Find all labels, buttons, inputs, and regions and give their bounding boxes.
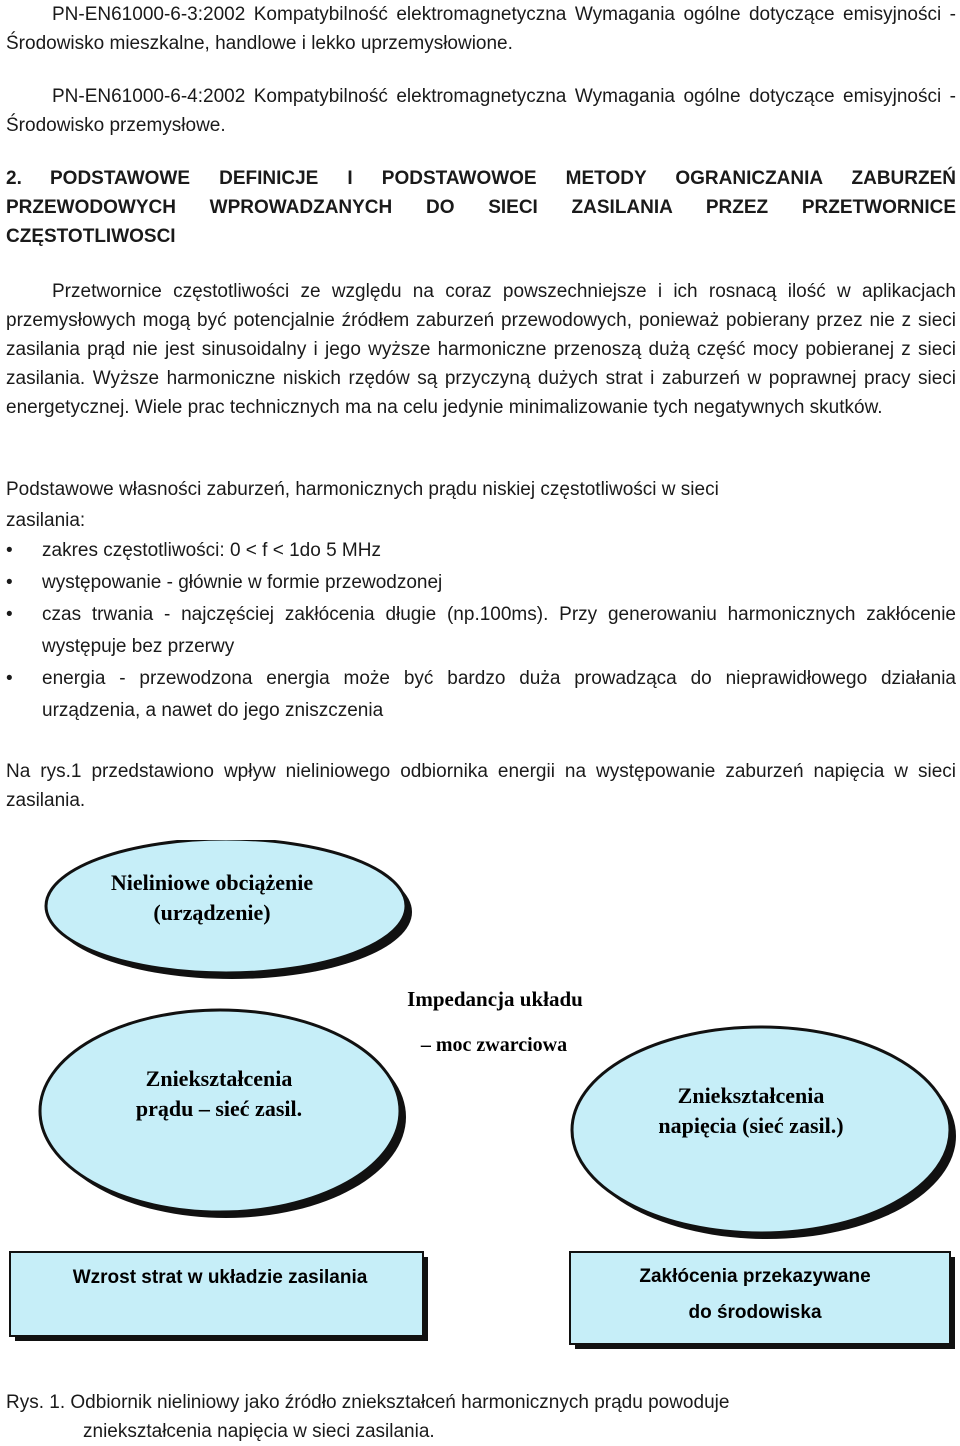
section-heading xyxy=(6,164,956,251)
properties-intro-line2: zasilania: xyxy=(6,510,86,531)
list-item-text: występowanie - głównie w formie przewodzonej xyxy=(42,572,443,593)
section-title: PODSTAWOWE DEFINICJE I PODSTAWOWOE METODY OGRANICZANIA ZABURZEŃ PRZEWODOWYCH WPROWADZANYCH DO SIECI ZASILANIA PRZEZ PRZETWORNICE CZĘSTOTLIWOSCI xyxy=(6,168,956,247)
properties-list xyxy=(6,535,956,727)
caption-line1: Rys. 1. Odbiornik nieliniowy jako źródło zniekształceń harmonicznych prądu powoduje xyxy=(6,1392,730,1413)
section-number: 2. xyxy=(6,168,22,189)
caption-line2: zniekształcenia napięcia w sieci zasilania. xyxy=(83,1421,435,1442)
properties-intro xyxy=(6,474,956,536)
right-ellipse-line2: napięcia (sieć zasil.) xyxy=(658,1113,844,1138)
figure-diagram xyxy=(0,840,960,1380)
top-ellipse-line2: (urządzenie) xyxy=(153,900,271,925)
bullet-icon: • xyxy=(6,668,13,689)
list-item-text: czas trwania - najczęściej zakłócenia długie (np.100ms). Przy generowaniu harmonicznych zakłócenie występuje bez przerwy xyxy=(42,604,956,657)
bullet-icon: • xyxy=(6,540,13,561)
standard-1: PN-EN61000-6-3:2002 Kompatybilność elektromagnetyczna Wymagania ogólne dotyczące emisyjności - Środowisko mieszkalne, handlowe i lekko uprzemysłowione. xyxy=(6,4,956,54)
bullet-icon: • xyxy=(6,604,13,625)
right-ellipse-line1: Zniekształcenia xyxy=(677,1083,825,1108)
list-item xyxy=(6,535,956,567)
figure-caption xyxy=(6,1388,956,1446)
list-item xyxy=(6,567,956,599)
right-box-line1: Zakłócenia przekazywane xyxy=(639,1266,871,1287)
paragraph-1: Przetwornice częstotliwości ze względu na coraz powszechniejsze i ich rosnacą ilość w aplikacjach przemysłowych mogą być potencjalnie źródłem zaburzeń przewodowych, ponieważ pobierany przez nie z sieci zasilania prąd nie jest sinusoidalny i jego wyższe harmoniczne przenoszą dużą część mocy pobieranej z sieci zasilania. Wyższe harmoniczne niskich rzędów są przyczyną dużych strat i zaburzeń w poprawnej pracy sieci energetycznej. Wiele prac technicznych ma na celu jedynie minimalizowanie tych negatywnych skutków. xyxy=(6,281,956,418)
bullet-icon: • xyxy=(6,572,13,593)
right-box-line2: do środowiska xyxy=(688,1302,822,1323)
left-box xyxy=(10,1252,423,1336)
top-ellipse-line1: Nieliniowe obciążenie xyxy=(110,870,314,895)
list-item xyxy=(6,599,956,663)
paragraph-2: Na rys.1 przedstawiono wpływ nieliniowego odbiornika energii na występowanie zaburzeń napięcia w sieci zasilania. xyxy=(6,761,956,811)
properties-intro-line1: Podstawowe własności zaburzeń, harmonicznych prądu niskiej częstotliwości w sieci xyxy=(6,479,719,500)
standard-2: PN-EN61000-6-4:2002 Kompatybilność elektromagnetyczna Wymagania ogólne dotyczące emisyjności - Środowisko przemysłowe. xyxy=(6,86,956,136)
left-ellipse-line2: prądu – sieć zasil. xyxy=(135,1096,303,1121)
impedance-line2: – moc zwarciowa xyxy=(420,1034,568,1056)
impedance-line1: Impedancja układu xyxy=(407,987,583,1011)
list-item-text: zakres częstotliwości: 0 < f < 1do 5 MHz xyxy=(42,540,381,561)
list-item xyxy=(6,663,956,727)
left-box-text: Wzrost strat w układzie zasilania xyxy=(72,1267,368,1288)
list-item-text: energia - przewodzona energia może być bardzo duża prowadząca do nieprawidłowego działania urządzenia, a nawet do jego zniszczenia xyxy=(42,668,956,721)
left-ellipse-line1: Zniekształcenia xyxy=(145,1066,293,1091)
